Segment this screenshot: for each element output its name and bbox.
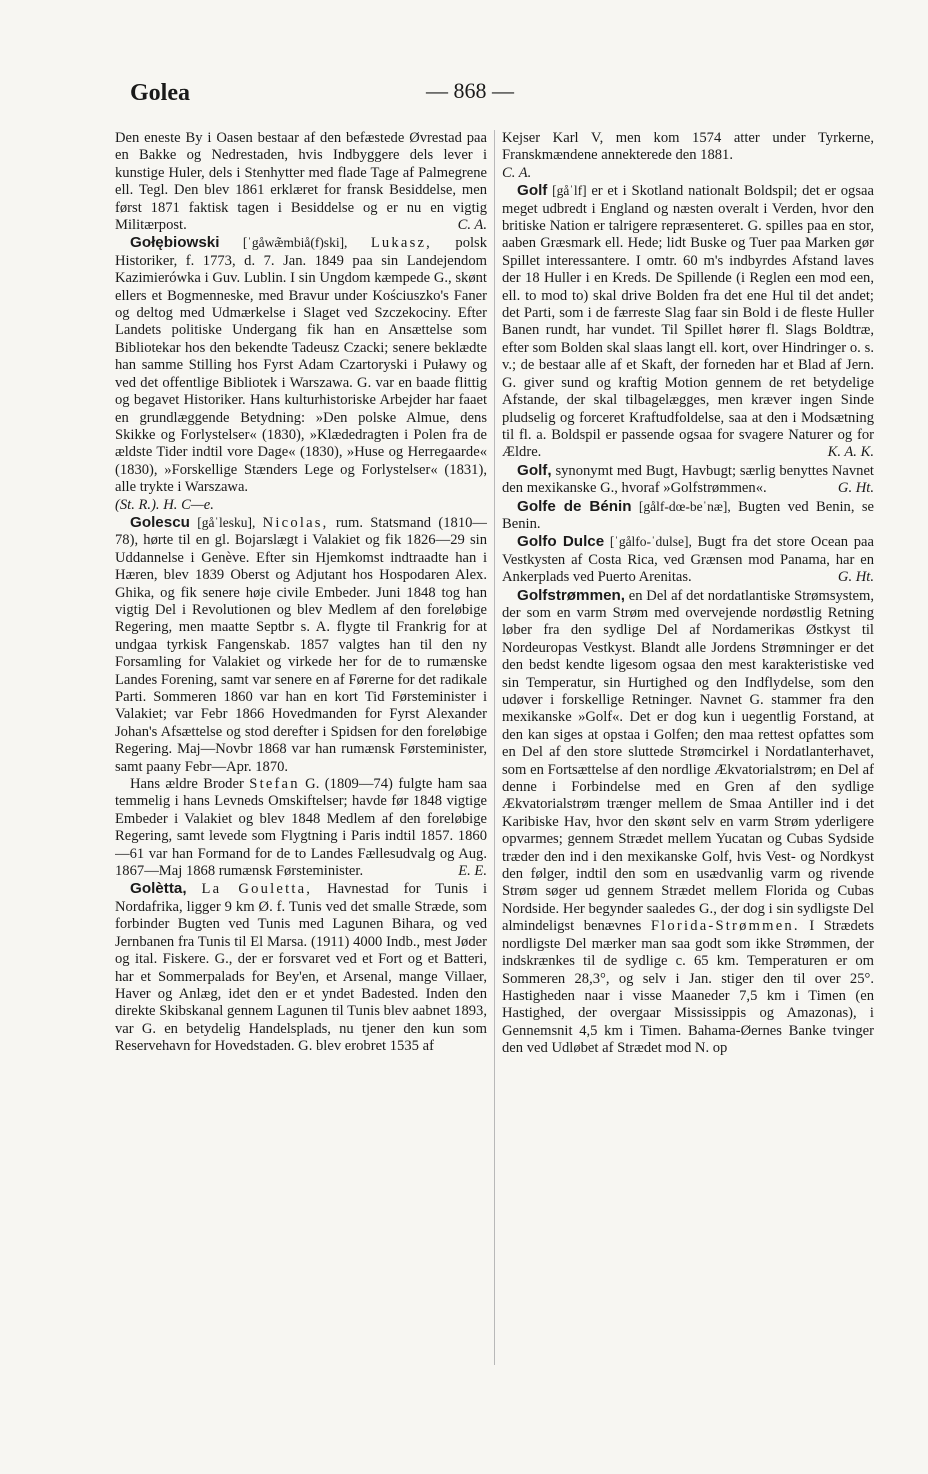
- headword: Golf,: [517, 461, 552, 479]
- pronunciation: [ˈgålfo-ˈdulse],: [609, 534, 692, 550]
- entry-text: rum. Statsmand (1810—78), hørte til en gl. Bojarslægt i Valakiet og fik 1826—29 sin Uddannelse i Genève. Efter sin Hjemkomst indtraadte han i Hæren, blev 1839 Oberst og Adjutant hos Hospodaren Alex. Ghika, og fik senere høje civile Embeder. Juni 1848 tog han vigtig Del i Revolutionen og blev Medlem af den foreløbige Regering, men maatte Septbr s. A. flygte til Frankrig for at undgaa tyrkisk Fangenskab. 1857 valgtes han til den ny Forsamling for Valakiet og virkede her for de to rumænske Landes Forening, samt var senere en af Førerne for det radikale Parti. Sommeren 1860 var han en kort Tid Førsteminister i Valakiet; var Febr 1866 Hovedmanden for Fyrst Alexander Johan's Afsættelse og stod derefter i Spidsen for den foreløbige Regering. Maj—Novbr 1868 var han rumænsk Førsteminister, samt paany Febr—Apr. 1870.: [115, 514, 487, 775]
- pronunciation: [gåˈlesku],: [197, 514, 256, 530]
- entry-goletta: [115, 880, 487, 1055]
- author-signature: K. A. K.: [827, 444, 874, 461]
- entry-text: I Strædets nordligste Del mærker man saa godt som ikke Strømmen, der indskrænkes til de sydlige c. 65 km. Temperaturen er om Sommeren 28,3°, og selv i Jan. stiger den til over 25°. Hastigheden naar i visse Maaneder 7,5 km i Timen (en Hastighed, der overgaar Mississippis og Amazonas), i Gennemsnit 4,5 km i Timen. Bahama-Øernes Banke tvinger den ved Udløbet af Strædet mod N. op: [502, 918, 874, 1057]
- column-divider: [494, 130, 495, 1365]
- entry-text: Hans ældre Broder: [130, 776, 244, 793]
- right-column: [502, 130, 874, 1365]
- entry-golfe-de-benin: [502, 498, 874, 534]
- entry-text: polsk Historiker, f. 1773, d. 7. Jan. 1849 paa sin Landejendom Kazimierówka i Guv. Lublin. I sin Ungdom kæmpede G., skønt ellers et Bogmenneske, med Bravur under Kościuszko's Faner og deltog med Udmærkelse i Slaget ved Szczekociny. Efter Landets politiske Undergang fik han en Ansættelse som Bibliotekar hos den bekendte Tadeusz Czacki; senere beklædte han samme Stilling hos Fyrst Adam Czartoryski i Puławy og ved det offentlige Bibliotek i Warszawa. G. var en baade flittig og begavet Historiker. Hans kulturhistoriske Arbejder har faaet en grundlæggende Betydning: »Den polske Almue, dens Skikke og Forlystelser« (1830), »Klædedragten i Polen fra de ældste Tider indtil vore Dage« (1830), »Huse og Herregaarde« (1830), »Forskellige Stænders Lege og Forlystelser« (1831), alle trykte i Warszawa.: [115, 235, 487, 496]
- pronunciation: [ˈgåwæ̃mbiå(f)ski],: [242, 235, 348, 251]
- pronunciation: [gålf-dœ-beˈnæ],: [638, 498, 731, 514]
- person-name: Lukasz,: [370, 235, 433, 252]
- headword: Gołębiowski: [130, 234, 220, 252]
- headword: Golf: [517, 182, 548, 200]
- headword: Golfe de Bénin: [517, 497, 632, 515]
- left-column: [115, 130, 487, 1365]
- entry-text: Havnestad for Tunis i Nordafrika, ligger 9 km Ø. f. Tunis ved det smalle Stræde, som forbinder Bugten ved Tunis med Lagunen Bihara, og ved Jernbanen fra Tunis til El Marsa. (1911) 4000 Indb., mest Jøder og ital. Fiskere. G., der er forsvaret ved et Fort og et Batteri, har et Sommerpalads for Bey'en, et Arsenal, mange Villaer, Haver og Anlæg, idet den er et yndet Badested. Inden den direkte Skibskanal gennem Lagunen til Tunis blev aabnet 1893, var G. en betydelig Handelsplads, nu tjener den kun som Reservehavn for Hovedstaden. G. blev erobret 1535 af: [115, 881, 487, 1055]
- entry-golf-bay: [502, 462, 874, 498]
- headword: Golescu: [130, 513, 190, 531]
- running-head: [0, 76, 928, 116]
- text-columns: [115, 130, 875, 1365]
- person-name: Stefan: [249, 776, 300, 793]
- entry-golescu-brother: [115, 776, 487, 880]
- entry-text: en Del af det nordatlantiske Strømsystem, der som en varm Strøm med overvejende nordøstlig Retning løber fra den sydlige Del af Nordamerikas Østkyst til Nordeuropas Vestkyst. Blandt alle Jordens Strømninger er det den bedst kendte ligesom ogsaa den mest karakteristiske ved sin Temperatur, sin Hurtighed og den Indflydelse, som den udøver i forskellige Retninger. Navnet G. stammer fra den mexikanske »Golf«. Det er dog kun i uegentlig Forstand, at den kan siges at opstaa i Golfen; den maa rettest opfattes som en Del af den store sluttede Strømcirkel i Nordatlanterhavet, som en Fortsættelse af den nordlige Ækvatorialstrøm; en Del af denne i Forbindelse med en Gren af den sydlige Ækvatorialstrøm trænger mellem de Smaa Antiller ind i det Karibiske Hav, hvor den skønt selv en varm Strøm yderligere opvarmes; gennem Strædet mellem Yucatan og Cubas Sydside træder den ind i den mexikanske Golf, hvis Vest- og Nordkyst den følger, indtil den som en usædvanlig varm og rivende Strøm søger ud gennem Strædet mellem Florida og Cubas Nordside. Her begynder saaledes G., der dog i sin sydligste Del almindeligst benævnes: [502, 587, 874, 935]
- entry-golf: [502, 182, 874, 462]
- entry-golescu: [115, 514, 487, 776]
- entry-golfstrommen: [502, 587, 874, 1058]
- headword: Golfo Dulce: [517, 533, 605, 551]
- author-signature: C. A.: [457, 217, 487, 234]
- entry-text: Kejser Karl V, men kom 1574 atter under Tyrkerne, Franskmændene annekterede den 1881.: [502, 130, 874, 164]
- page-number: — 868 —: [426, 78, 514, 103]
- person-name: Nicolas,: [262, 514, 329, 531]
- entry-golfo-dulce: [502, 533, 874, 586]
- alternate-name: La Gouletta,: [201, 881, 313, 898]
- author-signature: C. A.: [502, 164, 532, 181]
- entry-text: G. (1809—74) fulgte ham saa temmelig i hans Levneds Omskiftelser; havde før 1848 vigtige Embeder i Valakiet og blev 1848 Medlem af den foreløbige Regering, samt levede som Flygtning i Paris indtil 1857. 1860—61 var han Formand for de to Landes Fællesudvalg og Aug. 1867—Maj 1868 rumænsk Førsteminister.: [115, 776, 487, 880]
- entry-text: synonymt med Bugt, Havbugt; særlig benyttes Navnet den mexikanske G., hvoraf »Golfstrømmen«.: [502, 462, 874, 497]
- entry-text: Bugten ved Benin, se Benin.: [502, 498, 874, 532]
- entry-goletta-continuation: [502, 130, 874, 165]
- author-signature: E. E.: [458, 863, 487, 880]
- entry-golea-continuation: [115, 130, 487, 234]
- spaced-term: Florida-Strømmen.: [650, 918, 800, 935]
- entry-text: Bugt fra det store Ocean paa Vestkysten af Costa Rica, ved Grænsen mod Panama, har en Ankerplads ved Puerto Arenitas.: [502, 534, 874, 586]
- author-signature: G. Ht.: [837, 569, 874, 586]
- entry-golebiowski: [115, 234, 487, 496]
- pronunciation: [gåˈlf]: [552, 183, 587, 199]
- author-signature: (St. R.). H. C—e.: [115, 496, 214, 513]
- headword: Golètta,: [130, 880, 187, 898]
- headword: Golfstrømmen,: [517, 586, 626, 604]
- entry-text: Den eneste By i Oasen bestaar af den befæstede Øvrestad paa en Bakke og Nedrestaden, hvis Indbyggere dels lever i kunstige Huler, dels i Stenhytter med flade Tage af Palmegrene ell. Tegl. Den blev 1861 erklæret for fransk Besiddelse, men først 1871 faktisk tagen i Besiddelse og er nu en vigtig Militærpost.: [115, 130, 487, 234]
- author-signature: G. Ht.: [837, 480, 874, 497]
- entry-text: er et i Skotland nationalt Boldspil; det er ogsaa meget udbredt i England og næsten overalt i Verden, hvor den britiske Nation er talrigere repræsenteret. G. spilles paa en stor, aaben Græsmark ell. Hede; lidt Buske og Tuer paa Marken gør Spillet interessantere. I omtr. 60 m's indbyrdes Afstand laves der 18 Huller i en Kreds. De Spillende (i Reglen een mod een, ell. to mod to) skal drive Bolden fra det ene Hul til det andet; det Parti, som i de færreste Slag faar sin Bold i de fleste Huller Banen rundt, har vundet. Til Spillet hører fl. Slags Boldtræ, efter som Bolden skal slaas langt ell. kort, over Hindringer o. s. v.; de bestaar alle af et Skaft, der forneden har et Blad af Jern. G. giver sund og kraftig Motion gennem de ret betydelige Afstande, der skal tilbagelægges, men kræver ingen Sinde pludselig og forceret Kraftudfoldelse, saa at den i Modsætning til fl. a. Boldspil er passende ogsaa for svagere Naturer og for Ældre.: [502, 183, 874, 461]
- page-title: Golea: [130, 80, 190, 106]
